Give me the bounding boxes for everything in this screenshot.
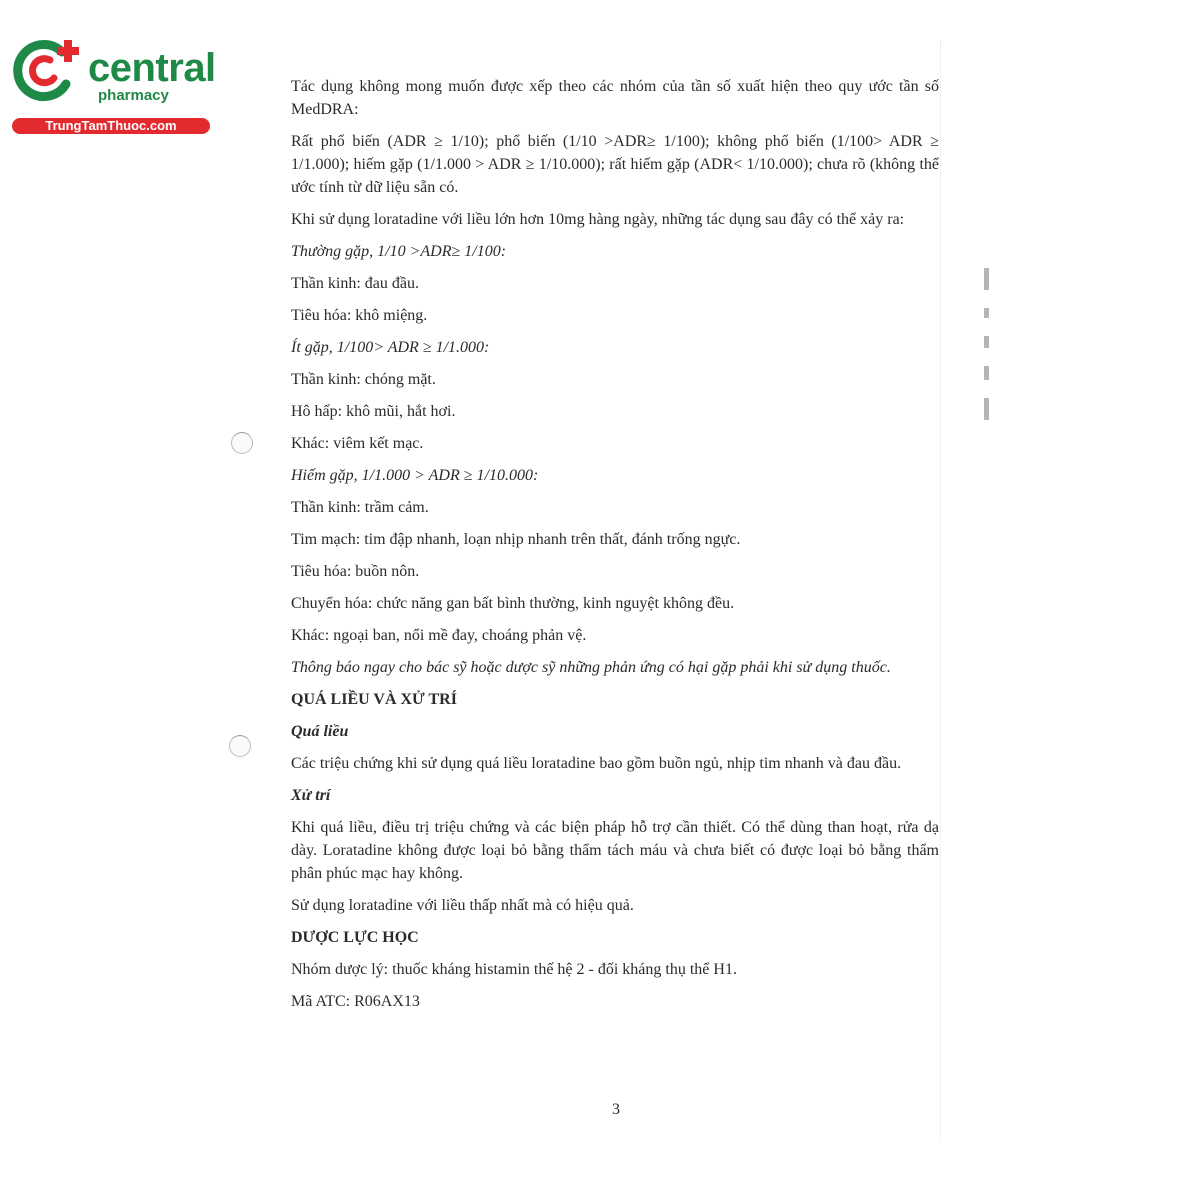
punch-hole-top [231, 432, 253, 454]
central-pharmacy-logo [10, 38, 220, 138]
paragraph: Tiêu hóa: khô miệng. [291, 307, 428, 324]
paragraph: Khác: ngoại ban, nổi mề đay, choáng phản vệ. [291, 627, 587, 644]
brand-subtitle: pharmacy [98, 87, 169, 104]
paragraph: Các triệu chứng khi sử dụng quá liều loratadine bao gồm buồn ngủ, nhịp tim nhanh và đau đầu. [291, 755, 902, 772]
section-heading: DƯỢC LỰC HỌC [291, 929, 419, 946]
paragraph: Sử dụng loratadine với liều thấp nhất mà có hiệu quả. [291, 897, 634, 914]
paragraph: Thần kinh: chóng mặt. [291, 371, 436, 388]
subsection-heading: Quá liều [291, 723, 349, 740]
italic-paragraph: Thường gặp, 1/10 >ADR≥ 1/100: [291, 243, 507, 260]
section-heading: QUÁ LIỀU VÀ XỬ TRÍ [291, 691, 457, 708]
paragraph: Tiêu hóa: buồn nôn. [291, 563, 420, 580]
paragraph: Chuyển hóa: chức năng gan bất bình thường, kinh nguyệt không đều. [291, 595, 735, 612]
paragraph: Tác dụng không mong muốn được xếp theo các nhóm của tần số xuất hiện theo quy ước tần số MedDRA: [291, 78, 939, 118]
paragraph: Hô hấp: khô mũi, hắt hơi. [291, 403, 456, 420]
punch-hole-bottom [229, 735, 251, 757]
scan-marks [982, 268, 992, 418]
paragraph: Khi quá liều, điều trị triệu chứng và các biện pháp hỗ trợ cần thiết. Có thể dùng than hoạt, rửa dạ dày. Loratadine không được loại bỏ bằng thẩm tách máu và chưa biết có được loại bỏ bằng thẩm phân phúc mạc hay không. [291, 819, 939, 882]
website-badge: TrungTamThuoc.com [12, 118, 210, 134]
document-body [291, 75, 939, 1022]
pharmacy-cross-icon [10, 38, 90, 108]
subsection-heading: Xử trí [291, 787, 331, 804]
paragraph: Tim mạch: tim đập nhanh, loạn nhịp nhanh trên thất, đánh trống ngực. [291, 531, 741, 548]
paragraph: Khi sử dụng loratadine với liều lớn hơn 10mg hàng ngày, những tác dụng sau đây có thể xảy ra: [291, 211, 905, 228]
paragraph: Thần kinh: trầm cảm. [291, 499, 429, 516]
italic-paragraph: Thông báo ngay cho bác sỹ hoặc dược sỹ những phản ứng có hại gặp phải khi sử dụng thuốc. [291, 659, 891, 676]
brand-name: central [88, 46, 216, 90]
paragraph: Mã ATC: R06AX13 [291, 993, 420, 1010]
italic-paragraph: Ít gặp, 1/100> ADR ≥ 1/1.000: [291, 339, 490, 356]
paragraph: Khác: viêm kết mạc. [291, 435, 424, 452]
paragraph: Thần kinh: đau đầu. [291, 275, 419, 292]
page-number: 3 [612, 1101, 620, 1118]
paragraph: Rất phổ biến (ADR ≥ 1/10); phổ biến (1/10 >ADR≥ 1/100); không phổ biến (1/100> ADR ≥ 1/1.000); hiếm gặp (1/1.000 > ADR ≥ 1/10.000); rất hiếm gặp (ADR< 1/10.000); chưa rõ (không thể ước tính từ dữ liệu sẵn có. [291, 133, 939, 196]
paragraph: Nhóm dược lý: thuốc kháng histamin thế hệ 2 - đối kháng thụ thể H1. [291, 961, 737, 978]
page-edge-line [940, 40, 942, 1140]
italic-paragraph: Hiếm gặp, 1/1.000 > ADR ≥ 1/10.000: [291, 467, 539, 484]
